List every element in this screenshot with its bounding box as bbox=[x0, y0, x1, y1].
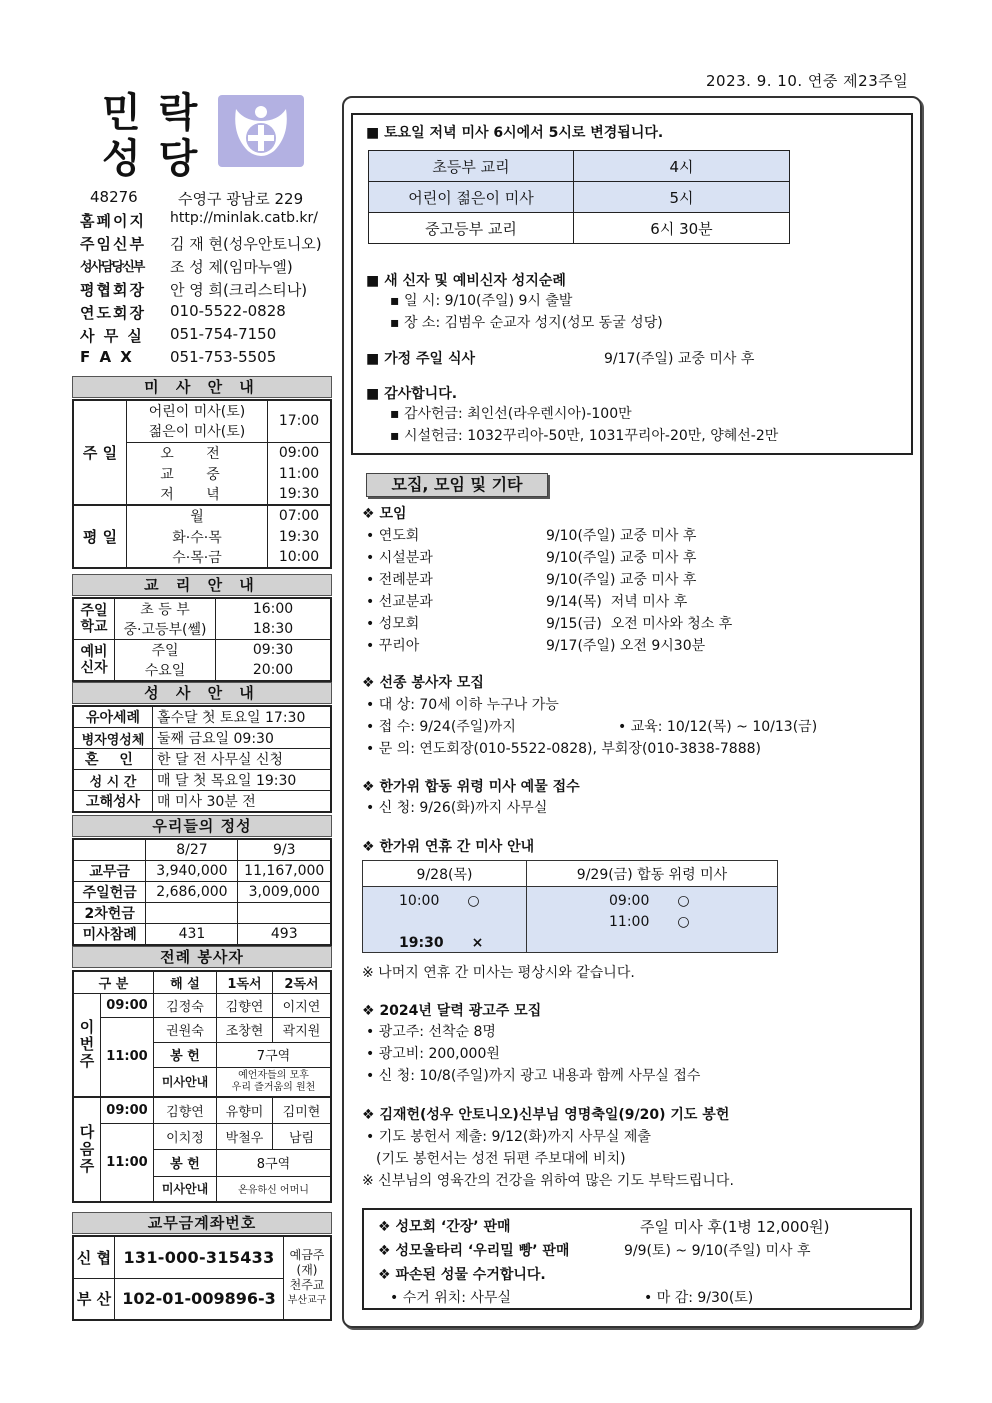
holiday-col: 9/29(금) 합동 위령 미사 bbox=[527, 861, 778, 887]
account-header: 교무금계좌번호 bbox=[72, 1212, 332, 1234]
notice-item2-line: ▪ 장 소: 김범우 순교자 성지(성모 동굴 성당) bbox=[390, 315, 663, 331]
info-value: 안 영 희(크리스티나) bbox=[170, 281, 308, 299]
sales-item2-text: 성모울타리 ‘우리밀 빵’ 판매 bbox=[395, 1243, 570, 1259]
pre-label: 예비 bbox=[80, 644, 108, 660]
offering-value: 11,167,000 bbox=[238, 860, 331, 881]
meeting-name: • 꾸리아 bbox=[366, 638, 420, 654]
sacrament-value: 한 달 전 사무실 신청 bbox=[153, 749, 332, 770]
info-label: 성사담당신부 bbox=[80, 260, 144, 275]
volunteer-line-text: 대 상: 70세 이하 누구나 가능 bbox=[378, 697, 559, 713]
catechism-header: 교 리 안 내 bbox=[72, 574, 332, 596]
offering-value bbox=[146, 902, 238, 923]
sales-item3-deadline: • 마 감: 9/30(토) bbox=[644, 1290, 754, 1306]
recruit-header: 모집, 모임 및 기타 bbox=[366, 473, 548, 497]
guide-label: 미사안내 bbox=[154, 1067, 217, 1097]
notice-item4-line-text: 시설헌금: 1032꾸리아-50만, 1031꾸리아-20만, 양혜선-2만 bbox=[403, 428, 779, 444]
notice-item2-line: ▪ 일 시: 9/10(주일) 9시 출발 bbox=[390, 293, 573, 309]
holder-line: 천주교 bbox=[289, 1278, 325, 1292]
notice-item2-text: 새 신자 및 예비신자 성지순례 bbox=[384, 273, 566, 289]
offering-corner bbox=[73, 839, 146, 860]
info-row bbox=[80, 233, 330, 256]
server-name: 이지연 bbox=[273, 993, 332, 1017]
meeting-name-text: 성모회 bbox=[378, 616, 420, 632]
sunday-label: 주 일 bbox=[73, 400, 127, 505]
postal-code: 48276 bbox=[90, 188, 138, 206]
bongheon-value: 7구역 bbox=[217, 1042, 332, 1067]
logo-emblem-icon bbox=[218, 95, 304, 167]
catechism-time: 20:00 bbox=[216, 660, 332, 681]
issue-date: 2023. 9. 10. 연중 제23주일 bbox=[706, 72, 909, 90]
offering-label: 미사참례 bbox=[73, 923, 146, 945]
volunteer-title-text: 선종 봉사자 모집 bbox=[379, 675, 484, 691]
notice-item3-text: 가정 주일 식사 bbox=[384, 351, 476, 367]
available-mark-icon: ○ bbox=[677, 914, 690, 930]
memorial-title-text: 한가위 합동 위령 미사 예물 접수 bbox=[379, 779, 580, 795]
time-cell: 11:00 bbox=[101, 1123, 154, 1202]
sacrament-label: 병자영성체 bbox=[73, 728, 153, 749]
offering-value: 493 bbox=[238, 923, 331, 945]
col-header: 1독서 bbox=[217, 971, 273, 993]
catechism-row: 초 등 부 bbox=[115, 598, 216, 619]
mass-time: 19:30 bbox=[268, 484, 332, 505]
meeting-when: 9/10(주일) 교중 미사 후 bbox=[546, 550, 697, 566]
this-week-label bbox=[73, 993, 101, 1097]
school-label: 주일 bbox=[80, 603, 108, 619]
parish-title bbox=[102, 90, 199, 182]
catechism-row: 중·고등부(쎌) bbox=[115, 619, 216, 640]
sales-item3-loc-text: 수거 위치: 사무실 bbox=[402, 1290, 512, 1306]
holiday-time: 09:00 bbox=[609, 893, 650, 909]
notice-item4-line: ▪ 감사헌금: 최인선(라우렌시아)-100만 bbox=[390, 406, 632, 422]
sales-item1-text: 성모회 ‘간장’ 판매 bbox=[395, 1219, 511, 1235]
sales-item2: ❖ 성모울타리 ‘우리밀 빵’ 판매 bbox=[378, 1243, 570, 1259]
holiday-note: ※ 나머지 연휴 간 미사는 평상시와 같습니다. bbox=[362, 965, 635, 981]
offering-value: 3,009,000 bbox=[238, 881, 331, 902]
schedule-time: 6시 30분 bbox=[574, 213, 790, 244]
sacrament-label: 혼 인 bbox=[73, 749, 153, 770]
schedule-name: 중고등부 교리 bbox=[369, 213, 574, 244]
mass-time: 10:00 bbox=[268, 547, 332, 568]
account-number: 131-000-315433 bbox=[115, 1236, 284, 1278]
info-row bbox=[80, 256, 330, 279]
server-name: 이치정 bbox=[154, 1123, 217, 1149]
meeting-name-text: 꾸리아 bbox=[378, 638, 420, 654]
volunteer-line: • 대 상: 70세 이하 누구나 가능 bbox=[366, 697, 559, 713]
server-name: 유향미 bbox=[217, 1097, 273, 1123]
meeting-when: 9/15(금) 오전 미사와 청소 후 bbox=[546, 616, 733, 632]
info-value: 김 재 현(성우안토니오) bbox=[170, 235, 322, 253]
sacrament-label: 유아세례 bbox=[73, 706, 153, 728]
notice-item1: ■ 토요일 저녁 미사 6시에서 5시로 변경됩니다. bbox=[366, 125, 664, 141]
mass-name: 저 녁 bbox=[127, 484, 268, 505]
pre-label2: 신자 bbox=[80, 660, 108, 676]
volunteer-edu: • 교육: 10/12(목) ~ 10/13(금) bbox=[618, 719, 818, 735]
info-row bbox=[80, 348, 330, 371]
sacrament-table bbox=[72, 705, 332, 813]
sales-item1-when: 주일 미사 후(1병 12,000원) bbox=[640, 1218, 830, 1236]
ad-line-text: 광고주: 선착순 8명 bbox=[378, 1024, 496, 1040]
parish-logo bbox=[218, 95, 304, 167]
holder-line: 예금주 bbox=[289, 1248, 325, 1262]
ad-title-text: 2024년 달력 광고주 모집 bbox=[379, 1003, 542, 1019]
mass-time: 11:00 bbox=[268, 463, 332, 484]
server-table bbox=[72, 970, 332, 1203]
feast-line-text: 기도 봉헌서 제출: 9/12(화)까지 사무실 제출 bbox=[378, 1129, 651, 1145]
notice-item3: ■ 가정 주일 식사 bbox=[366, 351, 476, 367]
info-value[interactable]: http://minlak.catb.kr/ bbox=[170, 210, 318, 226]
sales-item3: ❖ 파손된 성물 수거합니다. bbox=[378, 1267, 546, 1283]
mass-table bbox=[72, 399, 332, 569]
ad-line: • 광고비: 200,000원 bbox=[366, 1046, 500, 1062]
sacrament-value: 홀수달 첫 토요일 17:30 bbox=[153, 706, 332, 728]
sales-item3-loc: • 수거 위치: 사무실 bbox=[390, 1290, 512, 1306]
info-label: F A X bbox=[80, 348, 134, 366]
server-name: 남림 bbox=[273, 1123, 332, 1149]
tw-label-text: 이번주 bbox=[79, 1018, 95, 1071]
feast-note: ※ 신부님의 영육간의 건강을 위하여 많은 기도 부탁드립니다. bbox=[362, 1173, 734, 1189]
col-header: 구 분 bbox=[73, 971, 154, 993]
title-line2: 성 당 bbox=[102, 136, 200, 182]
account-number: 102-01-009896-3 bbox=[115, 1278, 284, 1320]
info-label: 평협회장 bbox=[80, 281, 146, 299]
memorial-line-text: 신 청: 9/26(화)까지 사무실 bbox=[378, 800, 548, 816]
mass-time: 17:00 bbox=[268, 400, 332, 442]
info-value: 조 성 제(임마누엘) bbox=[170, 258, 293, 276]
offering-value: 3,940,000 bbox=[146, 860, 238, 881]
mass-name: 월 bbox=[127, 505, 268, 526]
address: 수영구 광남로 229 bbox=[178, 190, 304, 208]
server-name: 김미현 bbox=[273, 1097, 332, 1123]
sales-item3-text: 파손된 성물 수거합니다. bbox=[395, 1267, 546, 1283]
meeting-name: • 전례분과 bbox=[366, 572, 433, 588]
sacrament-header: 성 사 안 내 bbox=[72, 682, 332, 704]
ad-line-text: 광고비: 200,000원 bbox=[378, 1046, 500, 1062]
guide-value-2: 우리 즐거움의 원천 bbox=[231, 1081, 316, 1093]
time-cell: 11:00 bbox=[101, 1017, 154, 1097]
offering-header: 우리들의 정성 bbox=[72, 815, 332, 837]
holiday-time: 19:30 bbox=[399, 935, 444, 951]
server-name: 김향연 bbox=[217, 993, 273, 1017]
volunteer-line: • 문 의: 연도회장(010-5522-0828), 부회장(010-3838-7888) bbox=[366, 741, 761, 757]
volunteer-line-text: 접 수: 9/24(주일)까지 bbox=[378, 719, 516, 735]
catechism-time: 16:00 bbox=[216, 598, 332, 619]
info-label: 사 무 실 bbox=[80, 327, 144, 345]
sacrament-value: 둘째 금요일 09:30 bbox=[153, 728, 332, 749]
volunteer-edu-text: 교육: 10/12(목) ~ 10/13(금) bbox=[630, 719, 818, 735]
bongheon-label: 봉 헌 bbox=[154, 1149, 217, 1176]
catechism-table bbox=[72, 597, 332, 682]
bank-name: 신 협 bbox=[73, 1236, 115, 1278]
guide-value bbox=[217, 1067, 332, 1097]
meeting-name-text: 시설분과 bbox=[378, 550, 433, 566]
bank-name: 부 산 bbox=[73, 1278, 115, 1320]
server-name: 김향연 bbox=[154, 1097, 217, 1123]
memorial-line: • 신 청: 9/26(화)까지 사무실 bbox=[366, 800, 548, 816]
holiday-col: 9/28(목) bbox=[363, 861, 527, 887]
meeting-when: 9/10(주일) 교중 미사 후 bbox=[546, 528, 697, 544]
time-cell: 09:00 bbox=[101, 993, 154, 1017]
schedule-time: 4시 bbox=[574, 151, 790, 182]
schedule-name: 초등부 교리 bbox=[369, 151, 574, 182]
offering-label: 2차헌금 bbox=[73, 902, 146, 923]
meeting-title: ❖ 모임 bbox=[362, 506, 407, 522]
mass-time: 09:00 bbox=[268, 442, 332, 463]
feast-title-text: 김재헌(성우 안토니오)신부님 영명축일(9/20) 기도 봉헌 bbox=[379, 1107, 730, 1123]
school-label2: 학교 bbox=[80, 619, 108, 635]
info-value: 051-753-5505 bbox=[170, 348, 277, 366]
feast-line: (기도 봉헌서는 성전 뒤편 주보대에 비치) bbox=[376, 1151, 626, 1167]
sacrament-label: 고해성사 bbox=[73, 791, 153, 813]
mass-name: 오 전 bbox=[127, 442, 268, 463]
info-value: 051-754-7150 bbox=[170, 325, 277, 343]
info-label: 주임신부 bbox=[80, 235, 146, 253]
sacrament-value: 매 미사 30분 전 bbox=[153, 791, 332, 813]
meeting-name: • 연도회 bbox=[366, 528, 420, 544]
notice-item4-line-text: 감사헌금: 최인선(라우렌시아)-100만 bbox=[403, 406, 632, 422]
account-table bbox=[72, 1235, 332, 1321]
server-name: 곽지원 bbox=[273, 1017, 332, 1042]
meeting-when: 9/10(주일) 교중 미사 후 bbox=[546, 572, 697, 588]
holiday-table bbox=[362, 860, 778, 953]
holiday-left-cell bbox=[363, 887, 527, 953]
offering-label: 교무금 bbox=[73, 860, 146, 881]
col-header: 2독서 bbox=[273, 971, 332, 993]
offering-table bbox=[72, 838, 332, 946]
sales-item3-deadline-text: 마 감: 9/30(토) bbox=[656, 1290, 754, 1306]
col-header: 해 설 bbox=[154, 971, 217, 993]
server-name: 권원숙 bbox=[154, 1017, 217, 1042]
notice-item3-when: 9/17(주일) 교중 미사 후 bbox=[604, 351, 755, 367]
guide-value: 온유하신 어머니 bbox=[217, 1176, 332, 1202]
ad-line: • 신 청: 10/8(주일)까지 광고 내용과 함께 사무실 접수 bbox=[366, 1068, 701, 1084]
mass-time: 07:00 bbox=[268, 505, 332, 526]
ad-line-text: 신 청: 10/8(주일)까지 광고 내용과 함께 사무실 접수 bbox=[378, 1068, 701, 1084]
catechism-time: 09:30 bbox=[216, 640, 332, 661]
holiday-time: 10:00 bbox=[399, 893, 440, 909]
volunteer-title: ❖ 선종 봉사자 모집 bbox=[362, 675, 484, 691]
memorial-title: ❖ 한가위 합동 위령 미사 예물 접수 bbox=[362, 779, 580, 795]
notice-item4: ■ 감사합니다. bbox=[366, 386, 458, 402]
info-label: 홈페이지 bbox=[80, 212, 146, 230]
meeting-name-text: 전례분과 bbox=[378, 572, 433, 588]
holiday-title: ❖ 한가위 연휴 간 미사 안내 bbox=[362, 839, 535, 855]
title-line1: 민 락 bbox=[102, 90, 200, 136]
nw-label-text: 다음주 bbox=[79, 1123, 95, 1175]
sacrament-value: 매 달 첫 목요일 19:30 bbox=[153, 770, 332, 791]
catechism-row: 주일 bbox=[115, 640, 216, 661]
mass-name: 수·목·금 bbox=[127, 547, 268, 568]
holder-line: (재) bbox=[296, 1263, 318, 1277]
catechism-time: 18:30 bbox=[216, 619, 332, 640]
unavailable-mark-icon: × bbox=[471, 935, 484, 951]
time-cell: 09:00 bbox=[101, 1097, 154, 1123]
notice-item4-text: 감사합니다. bbox=[384, 386, 458, 402]
mass-name: 젊은이 미사(토) bbox=[127, 421, 268, 442]
holiday-time: 11:00 bbox=[609, 914, 650, 930]
feast-line: • 기도 봉헌서 제출: 9/12(화)까지 사무실 제출 bbox=[366, 1129, 651, 1145]
notice-item1-text: 토요일 저녁 미사 6시에서 5시로 변경됩니다. bbox=[384, 125, 664, 141]
offering-value: 2,686,000 bbox=[146, 881, 238, 902]
catechism-row: 수요일 bbox=[115, 660, 216, 681]
schedule-name: 어린이 젊은이 미사 bbox=[369, 182, 574, 213]
guide-value-1: 예언자들의 모후 bbox=[238, 1069, 309, 1081]
sacrament-label: 성 시 간 bbox=[73, 770, 153, 791]
schedule-change-table bbox=[368, 150, 790, 244]
weekday-label: 평 일 bbox=[73, 505, 127, 568]
info-row bbox=[80, 279, 330, 302]
guide-label: 미사안내 bbox=[154, 1176, 217, 1202]
offering-label: 주일헌금 bbox=[73, 881, 146, 902]
parish-info bbox=[80, 188, 330, 371]
meeting-name: • 선교분과 bbox=[366, 594, 433, 610]
available-mark-icon: ○ bbox=[467, 893, 480, 909]
mass-name: 어린이 미사(토) bbox=[127, 400, 268, 421]
holder-line: 부산교구 bbox=[287, 1295, 327, 1306]
feast-title: ❖ 김재헌(성우 안토니오)신부님 영명축일(9/20) 기도 봉헌 bbox=[362, 1107, 730, 1123]
info-value: 010-5522-0828 bbox=[170, 302, 286, 320]
meeting-when: 9/14(목) 저녁 미사 후 bbox=[546, 594, 688, 610]
info-row bbox=[80, 302, 330, 325]
bongheon-value: 8구역 bbox=[217, 1149, 332, 1176]
info-label: 연도회장 bbox=[80, 304, 146, 322]
notice-item2-line-text: 일 시: 9/10(주일) 9시 출발 bbox=[403, 293, 573, 309]
bongheon-label: 봉 헌 bbox=[154, 1042, 217, 1067]
meeting-name-text: 연도회 bbox=[378, 528, 420, 544]
holiday-right-cell bbox=[527, 887, 778, 953]
ad-line: • 광고주: 선착순 8명 bbox=[366, 1024, 496, 1040]
meeting-title-text: 모임 bbox=[379, 506, 407, 522]
info-row bbox=[80, 210, 330, 233]
sales-item2-when: 9/9(토) ~ 9/10(주일) 미사 후 bbox=[624, 1243, 811, 1259]
server-header: 전례 봉사자 bbox=[72, 946, 332, 968]
server-name: 김정숙 bbox=[154, 993, 217, 1017]
mass-header: 미 사 안 내 bbox=[72, 376, 332, 398]
notice-item4-line: ▪ 시설헌금: 1032꾸리아-50만, 1031꾸리아-20만, 양혜선-2만 bbox=[390, 428, 779, 444]
mass-time: 19:30 bbox=[268, 526, 332, 547]
meeting-name: • 성모회 bbox=[366, 616, 420, 632]
volunteer-line-text: 문 의: 연도회장(010-5522-0828), 부회장(010-3838-7888) bbox=[378, 741, 761, 757]
meeting-when: 9/17(주일) 오전 9시30분 bbox=[546, 638, 706, 654]
ad-title: ❖ 2024년 달력 광고주 모집 bbox=[362, 1003, 542, 1019]
holiday-title-text: 한가위 연휴 간 미사 안내 bbox=[379, 839, 535, 855]
meeting-name: • 시설분과 bbox=[366, 550, 433, 566]
volunteer-line: • 접 수: 9/24(주일)까지 bbox=[366, 719, 516, 735]
meeting-name-text: 선교분과 bbox=[378, 594, 433, 610]
next-week-label bbox=[73, 1097, 101, 1202]
server-name: 조창현 bbox=[217, 1017, 273, 1042]
offering-value bbox=[238, 902, 331, 923]
available-mark-icon: ○ bbox=[677, 893, 690, 909]
account-holder bbox=[284, 1236, 332, 1320]
sales-item1: ❖ 성모회 ‘간장’ 판매 bbox=[378, 1219, 511, 1235]
offering-value: 431 bbox=[146, 923, 238, 945]
info-row bbox=[80, 325, 330, 348]
mass-name: 교 중 bbox=[127, 463, 268, 484]
mass-name: 화·수·목 bbox=[127, 526, 268, 547]
offering-date: 8/27 bbox=[146, 839, 238, 860]
schedule-time: 5시 bbox=[574, 182, 790, 213]
notice-item2-line-text: 장 소: 김범우 순교자 성지(성모 동굴 성당) bbox=[403, 315, 663, 331]
offering-date: 9/3 bbox=[238, 839, 331, 860]
server-name: 박철우 bbox=[217, 1123, 273, 1149]
notice-item2: ■ 새 신자 및 예비신자 성지순례 bbox=[366, 273, 566, 289]
